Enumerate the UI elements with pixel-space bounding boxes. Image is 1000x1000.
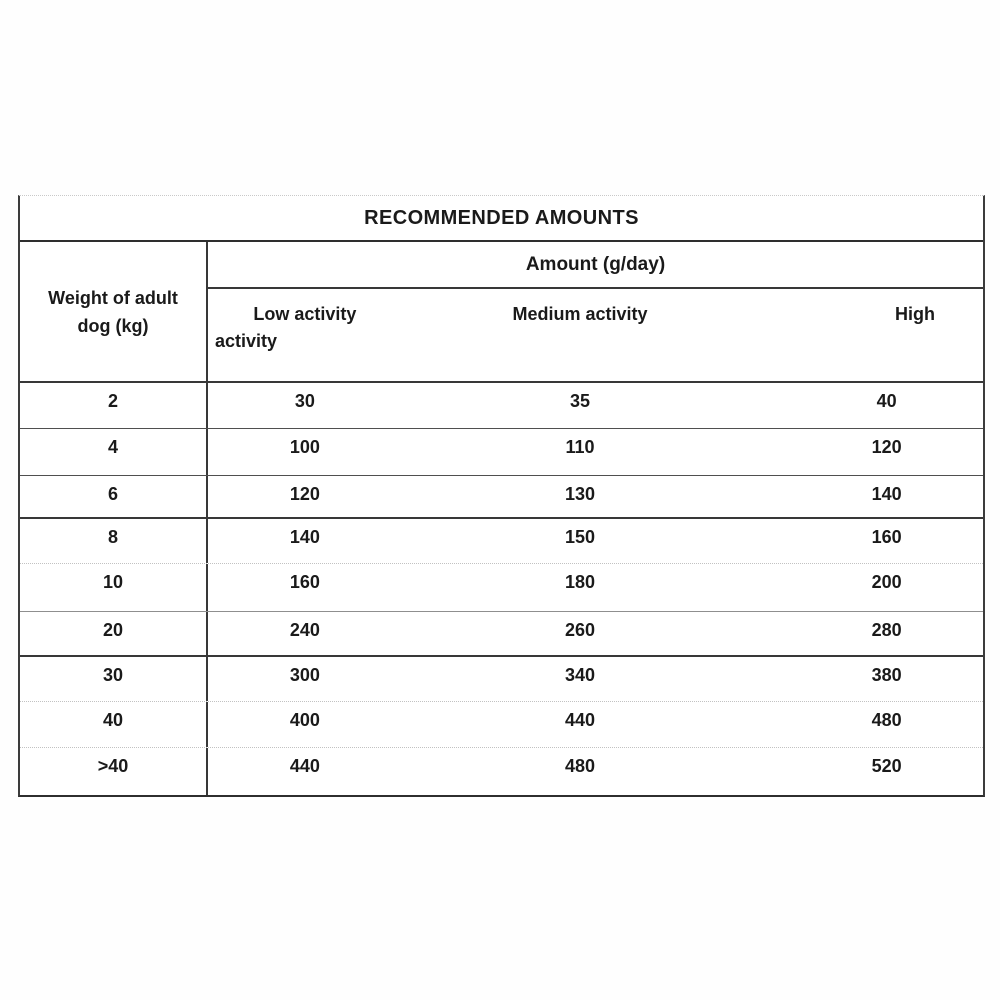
medium-activity-cell: 150 xyxy=(564,527,596,547)
table-row xyxy=(20,702,983,748)
weight-cell: 40 xyxy=(20,702,208,747)
weight-cell: 6 xyxy=(20,476,208,517)
high-activity-cell: 520 xyxy=(871,756,902,776)
weight-cell: 20 xyxy=(20,612,208,655)
table-row xyxy=(20,612,983,657)
medium-activity-cell: 440 xyxy=(564,710,596,730)
high-activity-cell: 380 xyxy=(871,665,902,685)
low-activity-cell: 30 xyxy=(294,391,315,411)
high-activity-cell: 120 xyxy=(871,437,902,457)
high-activity-cell: 40 xyxy=(876,391,897,411)
medium-activity-cell: 35 xyxy=(569,391,591,411)
medium-activity-cell: 130 xyxy=(564,484,596,504)
table-row xyxy=(20,657,983,702)
medium-activity-cell: 110 xyxy=(565,437,595,457)
table-title: RECOMMENDED AMOUNTS xyxy=(364,206,639,229)
medium-activity-cell: 260 xyxy=(564,620,596,640)
weight-cell: >40 xyxy=(20,748,208,795)
low-activity-cell: 120 xyxy=(289,484,320,504)
low-activity-cell: 160 xyxy=(289,572,320,592)
low-activity-cell: 140 xyxy=(289,527,320,547)
table-row xyxy=(20,383,983,429)
weight-header-line2: dog (kg) xyxy=(77,315,149,336)
table-title-row xyxy=(20,196,983,242)
high-activity-cell: 480 xyxy=(871,710,902,730)
medium-activity-cell: 180 xyxy=(564,572,596,592)
weight-cell: 4 xyxy=(20,429,208,475)
low-activity-cell: 440 xyxy=(289,756,320,776)
table-row xyxy=(20,564,983,612)
activity-subheader xyxy=(208,289,983,355)
weight-cell: 10 xyxy=(20,564,208,611)
table-row xyxy=(20,519,983,564)
weight-header-line1: Weight of adult xyxy=(48,287,178,308)
medium-activity-cell: 340 xyxy=(564,665,596,685)
table-row xyxy=(20,748,983,795)
high-activity-cell: 140 xyxy=(871,484,902,504)
weight-cell: 8 xyxy=(20,519,208,563)
table-body xyxy=(20,383,983,795)
amount-section xyxy=(208,242,983,381)
column-header-medium-activity: Medium activity xyxy=(512,304,648,324)
amount-header: Amount (g/day) xyxy=(525,253,666,275)
column-header-high-activity: High xyxy=(895,304,935,324)
activity-subheader-line1 xyxy=(208,301,983,327)
low-activity-cell: 100 xyxy=(289,437,320,457)
table-row xyxy=(20,429,983,476)
low-activity-cell: 400 xyxy=(289,710,320,730)
weight-column-header xyxy=(20,242,208,381)
low-activity-cell: 240 xyxy=(289,620,320,640)
activity-subheader-wrapped-word: activity xyxy=(215,331,278,351)
table-header-band xyxy=(20,242,983,383)
column-header-low-activity: Low activity xyxy=(253,304,357,324)
weight-cell: 30 xyxy=(20,657,208,701)
low-activity-cell: 300 xyxy=(289,665,320,685)
amount-header-row xyxy=(208,242,983,289)
weight-cell: 2 xyxy=(20,383,208,428)
table-row xyxy=(20,476,983,519)
medium-activity-cell: 480 xyxy=(564,756,596,776)
recommended-amounts-table xyxy=(18,195,985,797)
high-activity-cell: 280 xyxy=(871,620,902,640)
high-activity-cell: 200 xyxy=(871,572,902,592)
high-activity-cell: 160 xyxy=(871,527,902,547)
